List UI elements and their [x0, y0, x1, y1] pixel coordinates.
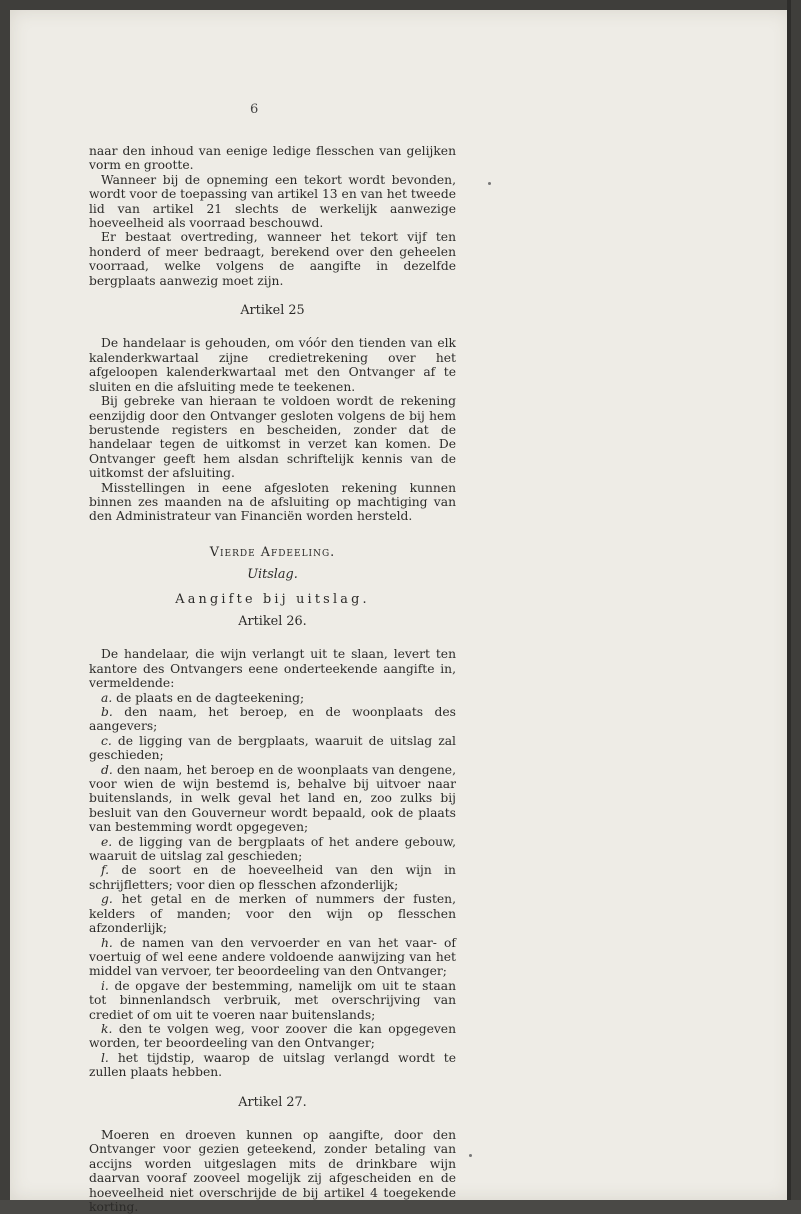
page-text	[89, 144, 456, 1214]
article-25-paragraph-1: De handelaar is gehouden, om vóór den tienden van elk kalenderkwartaal zijne credietrekening over het afgeloopen kalenderkwartaal met den Ontvanger af te sluiten en die afsluiting mede te teekenen.	[89, 336, 456, 394]
speck-mark	[488, 182, 491, 185]
intro-paragraph-2: Wanneer bij de opneming een tekort wordt bevonden, wordt voor de toepassing van artikel 13 en van het tweede lid van artikel 21 slechts de werkelijk aanwezige hoeveelheid als voorraad beschouwd.	[89, 172, 456, 231]
intro-paragraph-3: Er bestaat overtreding, wanneer het tekort vijf ten honderd of meer bedraagt, berekend over den geheelen voorraad, welke volgens de aangifte in dezelfde bergplaats aanwezig moet zijn.	[89, 230, 456, 288]
list-item: g. het getal en de merken of nummers der fusten, kelders of manden; voor den wijn op flesschen afzonderlijk;	[89, 892, 456, 936]
article-26-heading: Artikel 26.	[238, 613, 307, 629]
list-item: c. de ligging van de bergplaats, waaruit de uitslag zal geschieden;	[89, 733, 456, 763]
section-title: Vierde Afdeeling.	[209, 544, 336, 560]
article-25-heading: Artikel 25	[240, 303, 305, 319]
list-item: a. de plaats en de dagteekening;	[101, 690, 305, 705]
scan-right-edge	[787, 0, 791, 1200]
list-item: h. de namen van den vervoerder en van het vaar- of voertuig of wel eene andere voldoende aanwijzing van het middel van vervoer, ter beoordeeling van den Ontvanger;	[89, 935, 456, 979]
list-item: e. de ligging van de bergplaats of het andere gebouw, waaruit de uitslag zal geschieden;	[89, 834, 456, 864]
section-topic: Aangifte bij uitslag.	[175, 591, 370, 607]
list-item: f. de soort en de hoeveelheid van den wijn in schrijfletters; voor dien op flesschen afzonderlijk;	[89, 863, 456, 892]
list-item: l. het tijdstip, waarop de uitslag verlangd wordt te zullen plaats hebben.	[89, 1050, 457, 1080]
article-25-paragraph-2: Bij gebreke van hieraan te voldoen wordt de rekening eenzijdig door den Ontvanger gesloten volgens de bij hem berustende registers en bescheiden, zonder dat de handelaar tegen de uitkomst in verzet kan komen. De Ontvanger geeft hem alsdan schriftelijk kennis van de uitkomst der afsluiting.	[89, 394, 456, 481]
list-item: b. den naam, het beroep, en de woonplaats des aangevers;	[89, 705, 456, 734]
page-number: 6	[250, 102, 259, 117]
list-item: k. den te volgen weg, voor zoover die kan opgegeven worden, ter beoordeeling van den Ontvanger;	[89, 1021, 456, 1051]
article-26-lead: De handelaar, die wijn verlangt uit te slaan, levert ten kantore des Ontvangers eene onderteekende aangifte in, vermeldende:	[89, 647, 456, 691]
intro-paragraph-1: naar den inhoud van eenige ledige flesschen van gelijken vorm en grootte.	[89, 144, 456, 173]
list-item: i. de opgave der bestemming, namelijk om uit te staan tot binnenlandsch verbruik, met overschrijving van crediet of om uit te voeren naar buitenslands;	[89, 978, 456, 1022]
document-page	[10, 10, 791, 1214]
article-27-heading: Artikel 27.	[238, 1094, 307, 1110]
section-subtitle: Uitslag.	[247, 567, 298, 583]
article-25-paragraph-3: Misstellingen in eene afgesloten rekening kunnen binnen zes maanden na de afsluiting op machtiging van den Administrateur van Financiën worden hersteld.	[89, 480, 456, 524]
speck-mark	[469, 1154, 472, 1157]
list-item: d. den naam, het beroep en de woonplaats van dengene, voor wien de wijn bestemd is, behalve bij uitvoer naar buitenslands, in welk geval het land en, zoo zulks bij besluit van den Gouverneur wordt bepaald, ook de plaats van bestemming wordt opgegeven;	[89, 762, 456, 835]
article-27-paragraph-1: Moeren en droeven kunnen op aangifte, door den Ontvanger voor gezien geteekend, zonder betaling van accijns worden uitgeslagen mits de drinkbare wijn daarvan vooraf zooveel mogelijk zij afgescheiden en de hoeveelheid niet overschrijde de bij artikel 4 toegekende korting.	[89, 1127, 456, 1214]
